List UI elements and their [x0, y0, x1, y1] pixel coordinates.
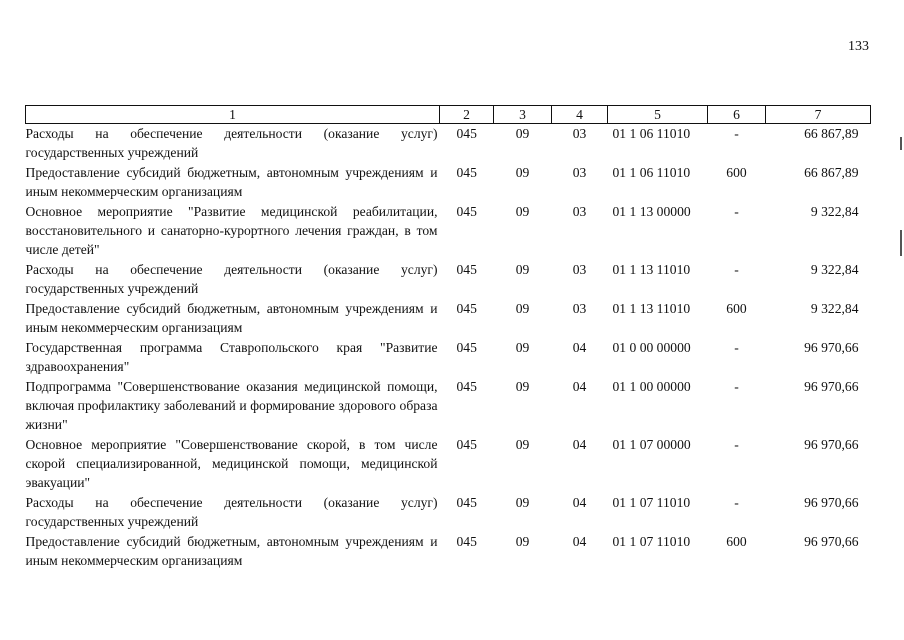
expense-type-code: 600 [726, 165, 747, 180]
ministry-code: 045 [456, 126, 477, 141]
ministry-code: 045 [456, 165, 477, 180]
target-article-code: 01 1 13 11010 [612, 301, 691, 316]
item-name: Расходы на обеспечение деятельности (оказание услуг) государственных учреждений [25, 126, 438, 160]
table-row [26, 124, 871, 164]
amount: 9 322,84 [810, 301, 859, 316]
table-row [26, 299, 871, 338]
item-name: Государственная программа Ставропольского края "Развитие здравоохранения" [25, 340, 438, 374]
table-row [26, 163, 871, 202]
header-col-1: 1 [26, 106, 440, 124]
section-code: 09 [515, 340, 530, 355]
expense-type-code: - [734, 437, 739, 452]
target-article-code: 01 1 06 11010 [612, 165, 691, 180]
page-number: 133 [848, 39, 869, 54]
subsection-code: 03 [572, 126, 587, 141]
amount: 96 970,66 [804, 379, 859, 394]
subsection-code: 04 [572, 437, 587, 452]
section-code: 09 [515, 437, 530, 452]
ministry-code: 045 [456, 379, 477, 394]
amount: 66 867,89 [804, 126, 859, 141]
item-name: Расходы на обеспечение деятельности (оказание услуг) государственных учреждений [25, 262, 438, 296]
target-article-code: 01 1 07 00000 [612, 437, 691, 452]
ministry-code: 045 [456, 204, 477, 219]
amount: 96 970,66 [804, 437, 859, 452]
header-col-5: 5 [608, 106, 708, 124]
table-body [26, 124, 871, 572]
subsection-code: 04 [572, 340, 587, 355]
header-col-7: 7 [766, 106, 871, 124]
table-row [26, 202, 871, 260]
expense-type-code: - [734, 126, 739, 141]
header-col-4: 4 [552, 106, 608, 124]
section-code: 09 [515, 126, 530, 141]
section-code: 09 [515, 379, 530, 394]
subsection-code: 04 [572, 379, 587, 394]
amount: 9 322,84 [810, 204, 859, 219]
target-article-code: 01 1 13 11010 [612, 262, 691, 277]
subsection-code: 03 [572, 204, 587, 219]
subsection-code: 04 [572, 495, 587, 510]
header-col-3: 3 [494, 106, 552, 124]
target-article-code: 01 1 07 11010 [612, 534, 691, 549]
expense-type-code: - [734, 262, 739, 277]
section-code: 09 [515, 301, 530, 316]
expense-type-code: - [734, 495, 739, 510]
subsection-code: 03 [572, 262, 587, 277]
ministry-code: 045 [456, 340, 477, 355]
table-row [26, 493, 871, 532]
ministry-code: 045 [456, 534, 477, 549]
amount: 96 970,66 [804, 495, 859, 510]
budget-table [25, 105, 871, 571]
target-article-code: 01 1 13 00000 [612, 204, 691, 219]
header-row [26, 106, 871, 124]
subsection-code: 03 [572, 165, 587, 180]
amount: 96 970,66 [804, 534, 859, 549]
target-article-code: 01 0 00 00000 [612, 340, 691, 355]
header-col-2: 2 [440, 106, 494, 124]
target-article-code: 01 1 06 11010 [612, 126, 691, 141]
amount: 66 867,89 [804, 165, 859, 180]
ministry-code: 045 [456, 437, 477, 452]
section-code: 09 [515, 495, 530, 510]
ministry-code: 045 [456, 301, 477, 316]
section-code: 09 [515, 165, 530, 180]
target-article-code: 01 1 00 00000 [612, 379, 691, 394]
table-row [26, 377, 871, 435]
table-row [26, 435, 871, 493]
amount: 9 322,84 [810, 262, 859, 277]
subsection-code: 04 [572, 534, 587, 549]
item-name: Основное мероприятие "Развитие медицинской реабилитации, восстановительного и санаторно-курортного лечения граждан, в том числе детей" [25, 204, 438, 257]
ministry-code: 045 [456, 262, 477, 277]
expense-type-code: - [734, 379, 739, 394]
ministry-code: 045 [456, 495, 477, 510]
scan-edge-mark [900, 230, 902, 256]
expense-type-code: - [734, 204, 739, 219]
subsection-code: 03 [572, 301, 587, 316]
table-row [26, 260, 871, 299]
item-name: Предоставление субсидий бюджетным, автономным учреждениям и иным некоммерческим организациям [25, 301, 438, 335]
section-code: 09 [515, 534, 530, 549]
item-name: Предоставление субсидий бюджетным, автономным учреждениям и иным некоммерческим организациям [25, 534, 438, 568]
section-code: 09 [515, 204, 530, 219]
scan-edge-mark [900, 137, 902, 150]
expense-type-code: 600 [726, 301, 747, 316]
item-name: Предоставление субсидий бюджетным, автономным учреждениям и иным некоммерческим организациям [25, 165, 438, 199]
header-col-6: 6 [708, 106, 766, 124]
table-row [26, 338, 871, 377]
target-article-code: 01 1 07 11010 [612, 495, 691, 510]
table-row [26, 532, 871, 571]
item-name: Основное мероприятие "Совершенствование скорой, в том числе скорой специализированной, медицинской помощи, медицинской эвакуации" [25, 437, 438, 490]
expense-type-code: 600 [726, 534, 747, 549]
item-name: Расходы на обеспечение деятельности (оказание услуг) государственных учреждений [25, 495, 438, 529]
amount: 96 970,66 [804, 340, 859, 355]
section-code: 09 [515, 262, 530, 277]
expense-type-code: - [734, 340, 739, 355]
item-name: Подпрограмма "Совершенствование оказания медицинской помощи, включая профилактику заболеваний и формирование здорового образа жизни" [25, 379, 438, 432]
table-header [26, 106, 871, 124]
